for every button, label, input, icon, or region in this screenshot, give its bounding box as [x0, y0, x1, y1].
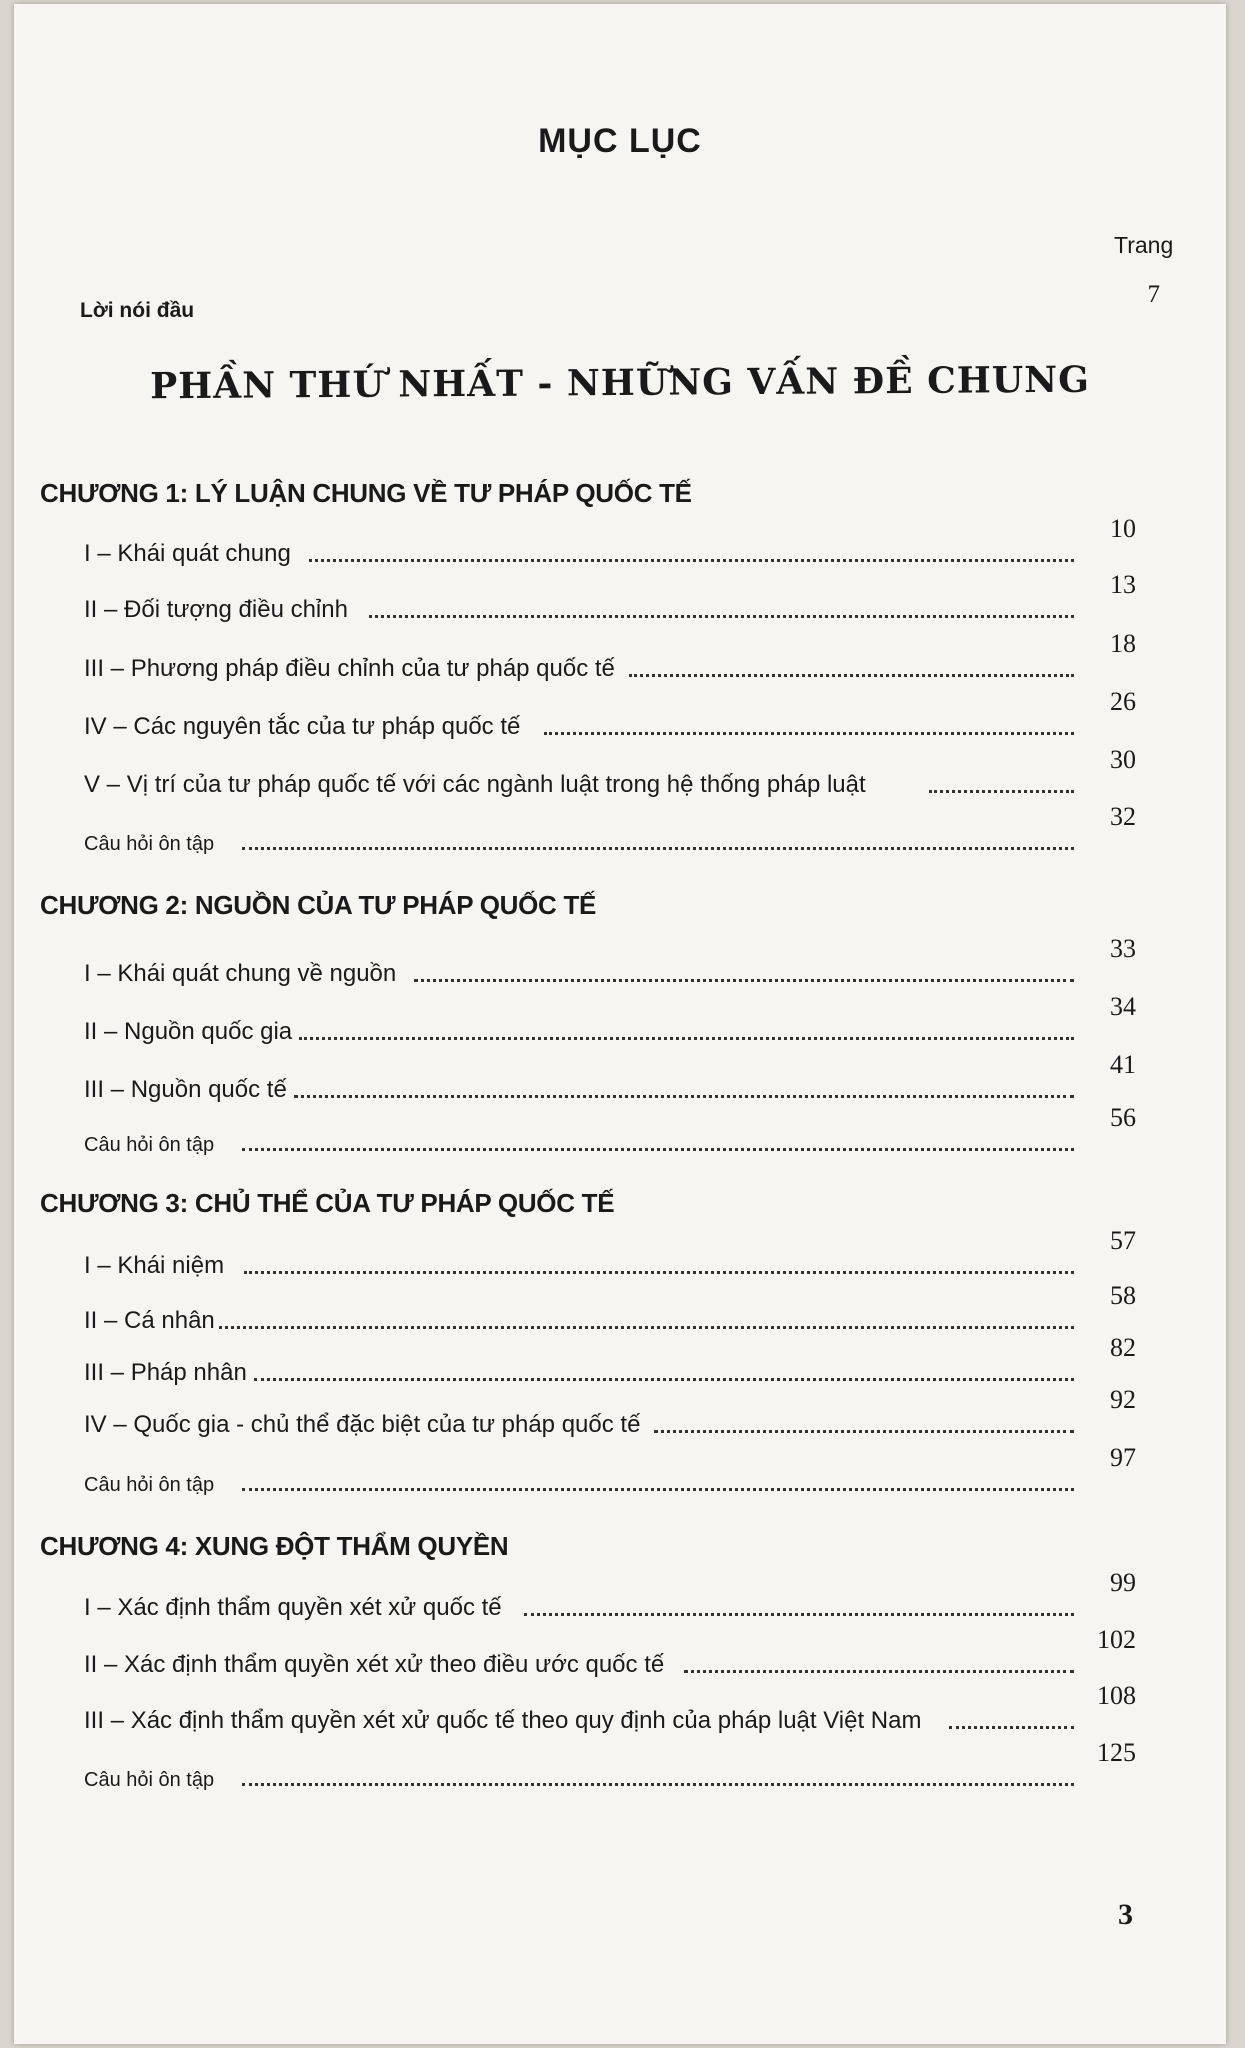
- document-page: [14, 4, 1226, 2044]
- toc-entry-label: Câu hỏi ôn tập: [84, 1474, 215, 1496]
- toc-entry-label: I – Xác định thẩm quyền xét xử quốc tế: [84, 1594, 502, 1621]
- chapter-heading: CHƯƠNG 1: LÝ LUẬN CHUNG VỀ TƯ PHÁP QUỐC TẾ: [40, 478, 692, 508]
- leader-dots: [544, 732, 1074, 735]
- leader-dots: [949, 1726, 1074, 1729]
- toc-entry: [84, 992, 1136, 1048]
- page-number: 3: [1118, 1898, 1133, 1931]
- toc-entry: [84, 1103, 1136, 1159]
- toc-entry-page: 18: [1110, 629, 1136, 658]
- toc-entry: [84, 1625, 1136, 1681]
- toc-entry-intro: [80, 281, 1160, 327]
- toc-entry-page: 102: [1097, 1625, 1136, 1654]
- toc-entry-label: II – Nguồn quốc gia: [84, 1018, 293, 1045]
- toc-entry-page: 30: [1110, 745, 1136, 774]
- toc-entry-label: III – Xác định thẩm quyền xét xử quốc tế theo quy định của pháp luật Việt Nam: [84, 1707, 922, 1734]
- toc-entry-page: 56: [1110, 1103, 1136, 1132]
- toc-entry-label: III – Nguồn quốc tế: [84, 1076, 287, 1103]
- toc-entry-label: I – Khái quát chung về nguồn: [84, 960, 397, 987]
- toc-entry-label: Lời nói đầu: [80, 299, 195, 322]
- leader-dots: [684, 1670, 1074, 1673]
- toc-entry-page: 32: [1110, 802, 1136, 831]
- page-column-label: Trang: [1114, 232, 1174, 258]
- leader-dots: [219, 1326, 1074, 1329]
- toc-entry: [84, 1385, 1136, 1441]
- toc-entry-page: 99: [1110, 1568, 1136, 1597]
- toc-entry: [84, 1226, 1136, 1282]
- part-heading: PHẦN THỨ NHẤT - NHỮNG VẤN ĐỀ CHUNG: [149, 358, 1091, 408]
- toc-entry: [84, 934, 1136, 990]
- toc-entry-label: Câu hỏi ôn tập: [84, 1134, 215, 1156]
- toc-entry: [84, 1443, 1136, 1499]
- leader-dots: [242, 1783, 1074, 1786]
- leader-dots: [414, 979, 1074, 982]
- leader-dots: [244, 1271, 1074, 1274]
- toc-entry-label: II – Cá nhân: [84, 1307, 215, 1334]
- leader-dots: [254, 1378, 1074, 1381]
- chapter-heading: CHƯƠNG 4: XUNG ĐỘT THẨM QUYỀN: [40, 1531, 509, 1561]
- toc-entry-page: 7: [1147, 281, 1160, 308]
- toc-entry: [84, 1738, 1136, 1794]
- toc-entry-page: 125: [1097, 1738, 1136, 1767]
- toc-entry-label: III – Pháp nhân: [84, 1359, 247, 1386]
- leader-dots: [309, 559, 1074, 562]
- leader-dots: [654, 1430, 1074, 1433]
- toc-entry: [84, 1050, 1136, 1106]
- leader-dots: [369, 615, 1074, 618]
- toc-entry-label: II – Đối tượng điều chỉnh: [84, 596, 348, 623]
- leader-dots: [242, 1148, 1074, 1151]
- toc-entry-label: IV – Quốc gia - chủ thể đặc biệt của tư pháp quốc tế: [84, 1411, 641, 1438]
- toc-entry-page: 26: [1110, 687, 1136, 716]
- leader-dots: [294, 1095, 1074, 1098]
- leader-dots: [242, 847, 1074, 850]
- toc-entry-label: V – Vị trí của tư pháp quốc tế với các ngành luật trong hệ thống pháp luật: [84, 771, 866, 798]
- leader-dots: [929, 790, 1074, 793]
- toc-entry-page: 58: [1110, 1281, 1136, 1310]
- page-title: MỤC LỤC: [538, 122, 702, 160]
- toc-entry: [84, 1281, 1136, 1337]
- toc-entry-label: IV – Các nguyên tắc của tư pháp quốc tế: [84, 713, 521, 740]
- leader-dots: [629, 674, 1074, 677]
- toc-entry-page: 33: [1110, 934, 1136, 963]
- toc-entry-label: III – Phương pháp điều chỉnh của tư pháp quốc tế: [84, 655, 615, 682]
- toc-entry-label: II – Xác định thẩm quyền xét xử theo điều ước quốc tế: [84, 1651, 665, 1678]
- toc-entry-page: 10: [1110, 514, 1136, 543]
- leader-dots: [299, 1037, 1074, 1040]
- toc-entry: [84, 1568, 1136, 1624]
- toc-entry-page: 82: [1110, 1333, 1136, 1362]
- toc-entry-page: 13: [1110, 570, 1136, 599]
- toc-entry-label: Câu hỏi ôn tập: [84, 833, 215, 855]
- toc-entry-page: 34: [1110, 992, 1136, 1021]
- toc-entry: [84, 745, 1136, 801]
- toc-entry-page: 41: [1110, 1050, 1136, 1079]
- toc-entry: [84, 514, 1136, 570]
- toc-entry: [84, 1333, 1136, 1389]
- toc-entry: [84, 802, 1136, 858]
- toc-entry: [84, 1681, 1136, 1737]
- toc-entry-label: I – Khái quát chung: [84, 540, 291, 567]
- toc-entry: [84, 570, 1136, 626]
- toc-entry-page: 57: [1110, 1226, 1136, 1255]
- chapter-heading: CHƯƠNG 3: CHỦ THỂ CỦA TƯ PHÁP QUỐC TẾ: [40, 1188, 615, 1218]
- toc-entry-label: I – Khái niệm: [84, 1252, 225, 1279]
- toc-entry: [84, 687, 1136, 743]
- leader-dots: [242, 1488, 1074, 1491]
- toc-entry-page: 108: [1097, 1681, 1136, 1710]
- toc-entry: [84, 629, 1136, 685]
- leader-dots: [524, 1613, 1074, 1616]
- toc-entry-page: 97: [1110, 1443, 1136, 1472]
- toc-entry-label: Câu hỏi ôn tập: [84, 1769, 215, 1791]
- chapter-heading: CHƯƠNG 2: NGUỒN CỦA TƯ PHÁP QUỐC TẾ: [40, 890, 597, 920]
- toc-entry-page: 92: [1110, 1385, 1136, 1414]
